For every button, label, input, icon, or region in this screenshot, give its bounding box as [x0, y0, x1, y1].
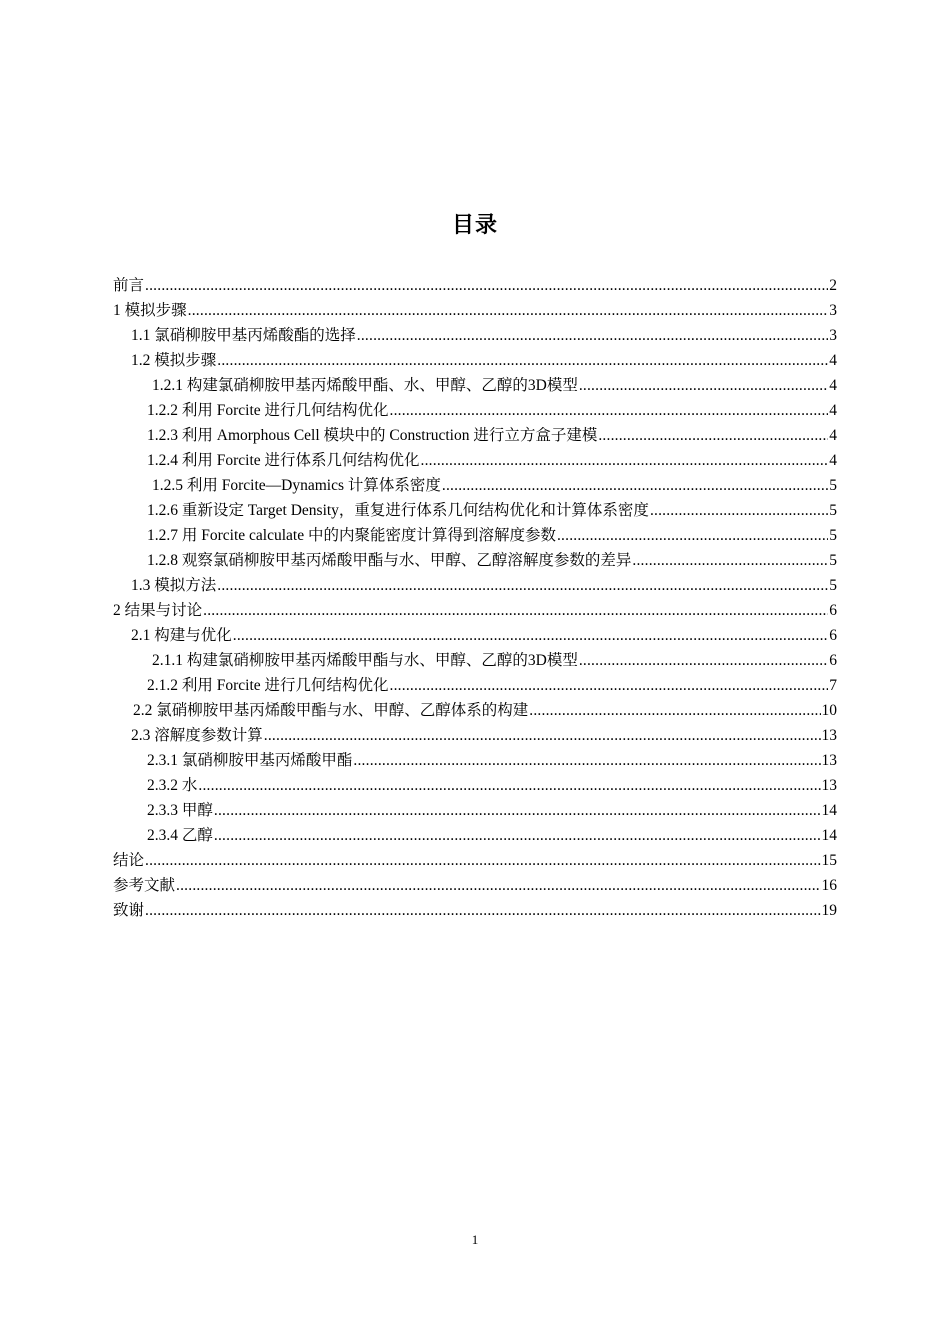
toc-dot-leader	[357, 323, 828, 348]
toc-dot-leader	[217, 573, 828, 598]
toc-entry-title: 结论	[113, 852, 145, 869]
toc-entry-page: 13	[821, 752, 837, 769]
toc-entry-title: 1 模拟步骤	[113, 302, 187, 319]
toc-entry-title: 1.3 模拟方法	[131, 577, 217, 594]
toc-entry-title: 前言	[113, 277, 145, 294]
toc-entry-title: 1.2.5 利用 Forcite—Dynamics 计算体系密度	[152, 477, 441, 494]
toc-entry-title: 参考文献	[113, 877, 176, 894]
toc-entry-page: 10	[821, 702, 837, 719]
toc-entry-page: 4	[829, 427, 837, 444]
toc-entry-page: 4	[829, 377, 837, 394]
toc-dot-leader	[217, 348, 828, 373]
toc-dot-leader	[145, 848, 820, 873]
toc-entry[interactable]	[113, 548, 837, 573]
toc-entry-page: 4	[829, 402, 837, 419]
toc-entry[interactable]	[113, 848, 837, 873]
toc-entry[interactable]	[113, 573, 837, 598]
toc-entry[interactable]	[113, 773, 837, 798]
toc-entry-page: 13	[821, 727, 837, 744]
toc-dot-leader	[579, 648, 828, 673]
toc-entry-page: 14	[821, 802, 837, 819]
toc-entry-page: 5	[829, 552, 837, 569]
toc-dot-leader	[214, 798, 821, 823]
toc-entry[interactable]	[113, 598, 837, 623]
toc-entry[interactable]	[113, 423, 837, 448]
toc-entry-title: 1.2 模拟步骤	[131, 352, 217, 369]
toc-entry[interactable]	[113, 498, 837, 523]
toc-entry-title: 1.2.7 用 Forcite calculate 中的内聚能密度计算得到溶解度参数	[147, 527, 556, 544]
toc-entry-page: 2	[829, 277, 837, 294]
toc-dot-leader	[390, 673, 829, 698]
toc-entry-page: 6	[829, 602, 837, 619]
toc-entry-page: 3	[829, 302, 837, 319]
toc-entry-title: 致谢	[113, 902, 145, 919]
toc-dot-leader	[233, 623, 828, 648]
toc-entry[interactable]	[113, 523, 837, 548]
page-number: 1	[471, 1232, 479, 1247]
toc-entry-page: 4	[829, 452, 837, 469]
toc-dot-leader	[145, 898, 820, 923]
toc-entry[interactable]	[113, 748, 837, 773]
toc-entry[interactable]	[113, 298, 837, 323]
toc-dot-leader	[145, 273, 828, 298]
toc-entry-page: 14	[821, 827, 837, 844]
toc-entry-page: 5	[829, 502, 837, 519]
toc-dot-leader	[176, 873, 820, 898]
toc-entry[interactable]	[113, 473, 837, 498]
toc-entry[interactable]	[113, 873, 837, 898]
toc-entry-title: 2.1.2 利用 Forcite 进行几何结构优化	[147, 677, 389, 694]
toc-entry-title: 1.2.1 构建氯硝柳胺甲基丙烯酸甲酯、水、甲醇、乙醇的3D模型	[152, 377, 578, 394]
toc-entry-page: 7	[829, 677, 837, 694]
toc-entry-title: 1.1 氯硝柳胺甲基丙烯酸酯的选择	[131, 327, 356, 344]
toc-entry[interactable]	[113, 723, 837, 748]
toc-entry[interactable]	[113, 648, 837, 673]
toc-dot-leader	[557, 523, 828, 548]
toc-entry-page: 5	[829, 527, 837, 544]
toc-entry-page: 19	[821, 902, 837, 919]
toc-entry[interactable]	[113, 698, 837, 723]
toc-entry[interactable]	[113, 798, 837, 823]
toc-dot-leader	[442, 473, 828, 498]
toc-entry-title: 2.1.1 构建氯硝柳胺甲基丙烯酸甲酯与水、甲醇、乙醇的3D模型	[152, 652, 578, 669]
toc-entry-title: 1.2.2 利用 Forcite 进行几何结构优化	[147, 402, 389, 419]
toc-dot-leader	[632, 548, 828, 573]
toc-entry[interactable]	[113, 273, 837, 298]
toc-entry-page: 3	[829, 327, 837, 344]
toc-entry[interactable]	[113, 398, 837, 423]
toc-entry[interactable]	[113, 348, 837, 373]
toc-entry-title: 2.3 溶解度参数计算	[131, 727, 263, 744]
toc-entry-title: 2.3.4 乙醇	[147, 827, 213, 844]
toc-entry-title: 2.2 氯硝柳胺甲基丙烯酸甲酯与水、甲醇、乙醇体系的构建	[133, 702, 529, 719]
toc-entry-page: 16	[821, 877, 837, 894]
toc-entry-title: 2.3.1 氯硝柳胺甲基丙烯酸甲酯	[147, 752, 353, 769]
toc-entry[interactable]	[113, 448, 837, 473]
toc-dot-leader	[214, 823, 821, 848]
toc-dot-leader	[264, 723, 821, 748]
toc-entry[interactable]	[113, 623, 837, 648]
toc-dot-leader	[650, 498, 828, 523]
toc-entry[interactable]	[113, 373, 837, 398]
table-of-contents	[113, 273, 837, 923]
toc-entry[interactable]	[113, 673, 837, 698]
toc-dot-leader	[529, 698, 820, 723]
toc-entry-page: 4	[829, 352, 837, 369]
toc-entry-page: 15	[821, 852, 837, 869]
toc-dot-leader	[598, 423, 828, 448]
toc-title: 目录	[451, 213, 498, 238]
toc-entry-title: 1.2.6 重新设定 Target Density，重复进行体系几何结构优化和计算体系密度	[147, 502, 649, 519]
toc-entry-page: 6	[829, 652, 837, 669]
toc-entry-page: 13	[821, 777, 837, 794]
toc-entry-title: 2.1 构建与优化	[131, 627, 232, 644]
toc-entry-title: 2 结果与讨论	[113, 602, 203, 619]
toc-entry[interactable]	[113, 823, 837, 848]
toc-dot-leader	[390, 398, 829, 423]
toc-entry-title: 1.2.8 观察氯硝柳胺甲基丙烯酸甲酯与水、甲醇、乙醇溶解度参数的差异	[147, 552, 632, 569]
toc-dot-leader	[188, 298, 829, 323]
toc-entry-page: 5	[829, 577, 837, 594]
toc-dot-leader	[421, 448, 829, 473]
toc-entry-page: 5	[829, 477, 837, 494]
toc-entry-title: 2.3.2 水	[147, 777, 198, 794]
toc-entry[interactable]	[113, 898, 837, 923]
toc-entry-title: 1.2.4 利用 Forcite 进行体系几何结构优化	[147, 452, 420, 469]
toc-dot-leader	[353, 748, 820, 773]
toc-entry-title: 1.2.3 利用 Amorphous Cell 模块中的 Construction 进行立方盒子建模	[147, 427, 598, 444]
toc-dot-leader	[579, 373, 828, 398]
toc-dot-leader	[203, 598, 828, 623]
toc-entry[interactable]	[113, 323, 837, 348]
toc-entry-page: 6	[829, 627, 837, 644]
toc-dot-leader	[198, 773, 820, 798]
toc-entry-title: 2.3.3 甲醇	[147, 802, 213, 819]
